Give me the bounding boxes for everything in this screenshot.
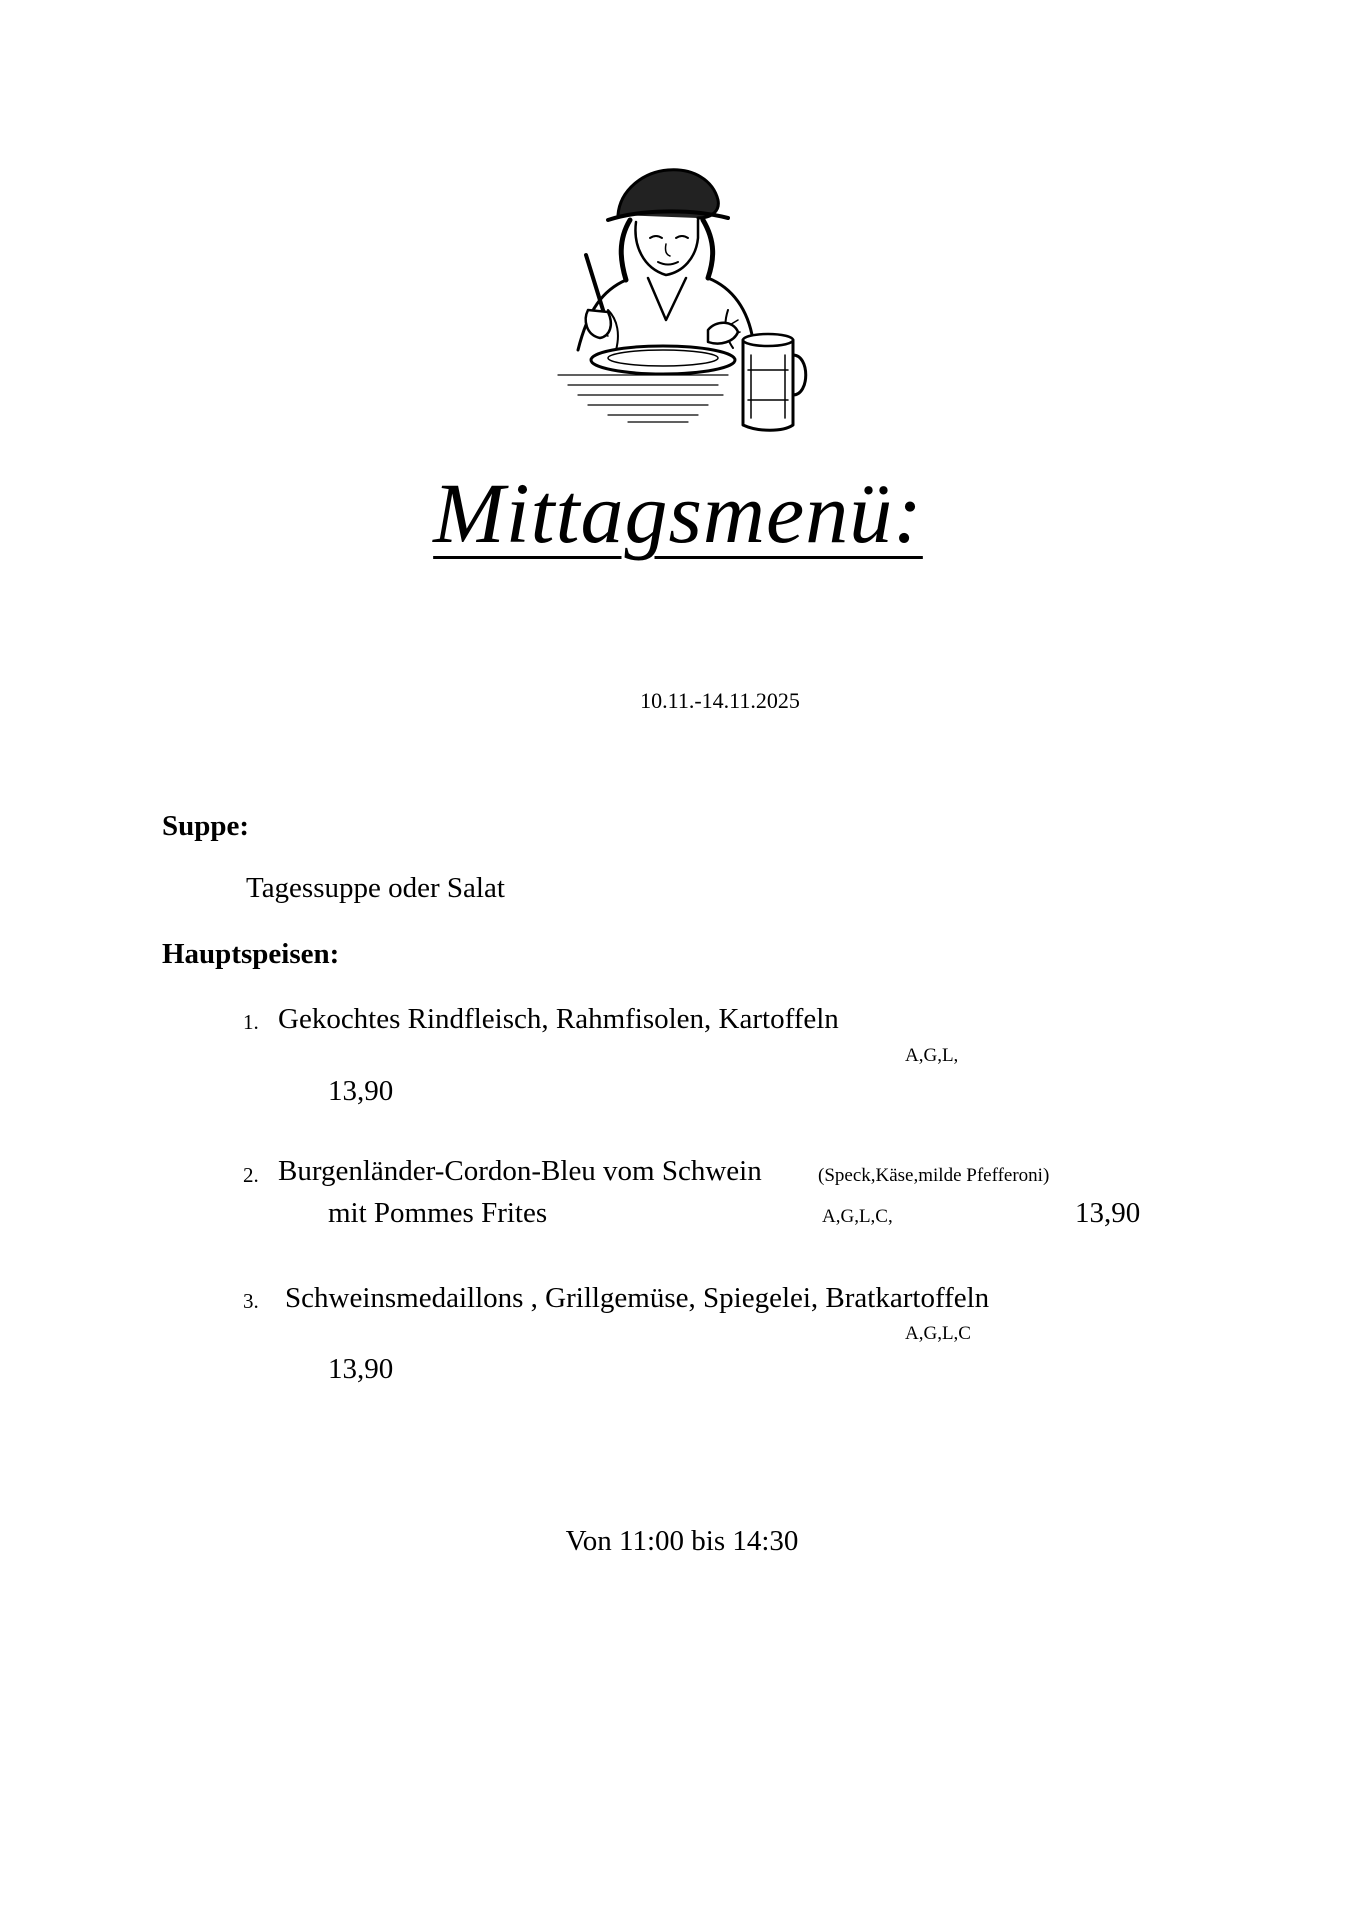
- dish-2-number: 2.: [243, 1163, 259, 1187]
- dish-3-price: 13,90: [328, 1353, 394, 1385]
- dish-3-allergens: A,G,L,C: [905, 1323, 971, 1344]
- dish-1-price: 13,90: [328, 1075, 394, 1107]
- dish-2-side: mit Pommes Frites: [328, 1197, 548, 1229]
- dish-2-allergens: A,G,L,C,: [822, 1206, 893, 1227]
- dish-2-price: 13,90: [1075, 1197, 1141, 1229]
- soup-heading: Suppe:: [162, 810, 250, 842]
- dish-1-allergens: A,G,L,: [905, 1045, 959, 1066]
- dish-3-number: 3.: [243, 1289, 259, 1313]
- diner-illustration: [548, 160, 818, 435]
- main-dishes-heading: Hauptspeisen:: [162, 938, 340, 970]
- dish-2-name: Burgenländer-Cordon-Bleu vom Schwein: [278, 1155, 762, 1187]
- soup-item: Tagessuppe oder Salat: [246, 872, 505, 904]
- dish-2-note: (Speck,Käse,milde Pfefferoni): [818, 1165, 1050, 1186]
- dish-1-name: Gekochtes Rindfleisch, Rahmfisolen, Kartoffeln: [278, 1003, 839, 1035]
- dish-3-name: Schweinsmedaillons , Grillgemüse, Spiegelei, Bratkartoffeln: [285, 1282, 990, 1314]
- dish-1-number: 1.: [243, 1010, 259, 1034]
- opening-hours: Von 11:00 bis 14:30: [565, 1525, 799, 1557]
- menu-title: Mittagsmenü:: [433, 465, 923, 561]
- date-range: 10.11.-14.11.2025: [640, 688, 800, 713]
